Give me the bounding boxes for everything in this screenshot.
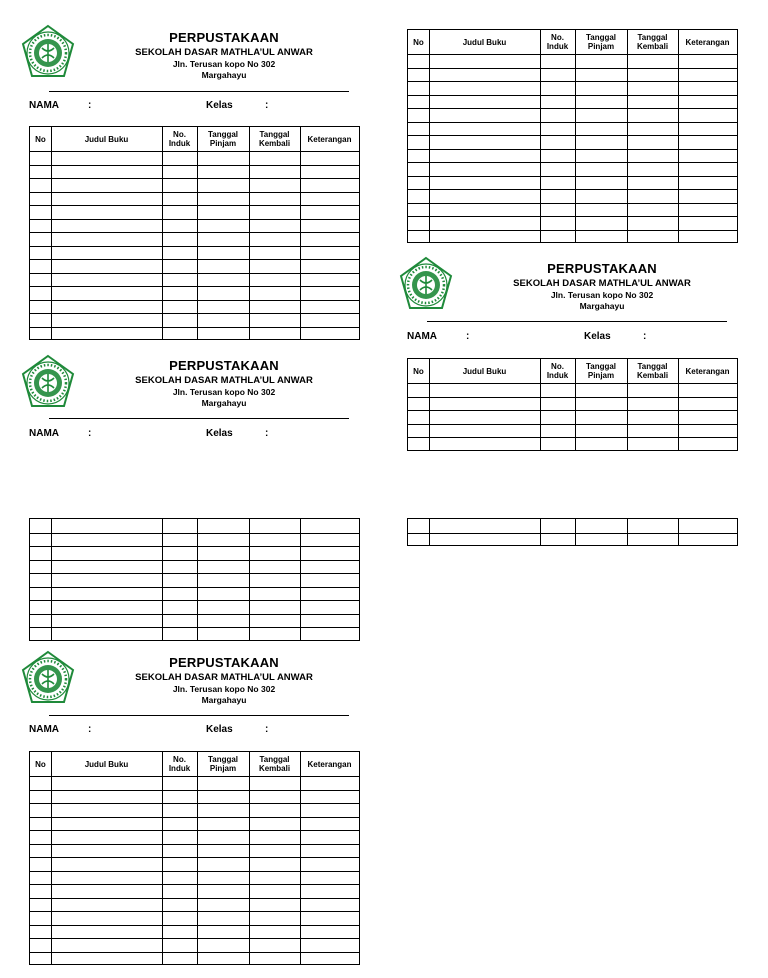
library-title: PERPUSTAKAAN xyxy=(169,655,279,670)
column-divider xyxy=(51,127,52,339)
table-row xyxy=(30,560,359,561)
table-row xyxy=(30,817,359,818)
school-name: SEKOLAH DASAR MATHLA’UL ANWAR xyxy=(135,47,313,58)
header-row-divider xyxy=(408,383,737,384)
column-divider xyxy=(575,30,576,242)
column-header: Tanggal Pinjam xyxy=(207,755,239,773)
column-divider xyxy=(678,30,679,242)
table-row xyxy=(408,162,737,163)
column-header: Judul Buku xyxy=(462,37,507,47)
library-header xyxy=(133,358,315,409)
loan-table xyxy=(29,751,360,965)
column-header: No. Induk xyxy=(168,755,191,773)
school-name: SEKOLAH DASAR MATHLA’UL ANWAR xyxy=(135,672,313,683)
school-name: SEKOLAH DASAR MATHLA’UL ANWAR xyxy=(513,278,691,289)
column-header: No xyxy=(35,759,46,769)
column-header: No. Induk xyxy=(546,33,569,51)
table-row xyxy=(30,286,359,287)
column-divider xyxy=(162,127,163,339)
column-header: Tanggal Pinjam xyxy=(207,130,239,148)
nama-label: NAMA xyxy=(29,100,59,111)
header-divider xyxy=(49,91,349,92)
column-divider xyxy=(429,30,430,242)
nama-colon: : xyxy=(88,428,92,439)
column-header: No. Induk xyxy=(168,130,191,148)
column-header: Keterangan xyxy=(307,134,352,144)
table-row xyxy=(408,437,737,438)
loan-table-continuation xyxy=(407,518,738,546)
kelas-label: Kelas xyxy=(584,331,611,342)
library-header xyxy=(133,30,315,81)
kelas-colon: : xyxy=(265,428,269,439)
table-row xyxy=(30,952,359,953)
table-row xyxy=(30,938,359,939)
table-row xyxy=(408,410,737,411)
table-row xyxy=(30,803,359,804)
column-divider xyxy=(197,752,198,964)
column-header: Judul Buku xyxy=(84,134,129,144)
table-row xyxy=(30,205,359,206)
kelas-label: Kelas xyxy=(206,428,233,439)
table-row xyxy=(408,176,737,177)
table-row xyxy=(408,533,737,534)
column-header: No xyxy=(35,134,46,144)
table-row xyxy=(30,884,359,885)
school-logo-icon xyxy=(20,24,76,80)
nama-colon: : xyxy=(88,100,92,111)
kelas-colon: : xyxy=(265,100,269,111)
table-row xyxy=(408,68,737,69)
column-divider xyxy=(51,752,52,964)
table-row xyxy=(408,230,737,231)
column-divider xyxy=(197,127,198,339)
table-row xyxy=(408,189,737,190)
table-row xyxy=(30,830,359,831)
school-address: Jln. Terusan kopo No 302 xyxy=(172,684,276,694)
kelas-label: Kelas xyxy=(206,724,233,735)
school-city: Margahayu xyxy=(201,70,247,80)
table-row xyxy=(408,424,737,425)
column-header: Keterangan xyxy=(685,366,730,376)
table-row xyxy=(30,627,359,628)
header-divider xyxy=(427,321,727,322)
column-divider xyxy=(51,519,52,640)
kelas-colon: : xyxy=(265,724,269,735)
table-row xyxy=(30,857,359,858)
school-address: Jln. Terusan kopo No 302 xyxy=(172,59,276,69)
table-row xyxy=(408,203,737,204)
school-logo-icon xyxy=(398,256,454,312)
school-address: Jln. Terusan kopo No 302 xyxy=(550,290,654,300)
column-divider xyxy=(162,519,163,640)
header-divider xyxy=(49,418,349,419)
table-row xyxy=(30,246,359,247)
kelas-label: Kelas xyxy=(206,100,233,111)
table-row xyxy=(30,844,359,845)
header-row-divider xyxy=(408,54,737,55)
column-header: No xyxy=(413,37,424,47)
column-header: Judul Buku xyxy=(84,759,129,769)
column-divider xyxy=(627,30,628,242)
table-row xyxy=(408,149,737,150)
table-row xyxy=(408,95,737,96)
table-row xyxy=(30,165,359,166)
nama-colon: : xyxy=(466,331,470,342)
library-header xyxy=(133,655,315,706)
column-header: No xyxy=(413,366,424,376)
school-city: Margahayu xyxy=(201,398,247,408)
loan-table xyxy=(407,29,738,243)
column-header: Tanggal Kembali xyxy=(258,755,291,773)
table-row xyxy=(408,216,737,217)
header-row-divider xyxy=(30,151,359,152)
column-divider xyxy=(540,30,541,242)
column-header: Tanggal Pinjam xyxy=(585,362,617,380)
column-divider xyxy=(249,519,250,640)
library-header xyxy=(511,261,693,312)
column-divider xyxy=(249,752,250,964)
school-logo-icon xyxy=(20,650,76,706)
school-logo-icon xyxy=(20,354,76,410)
column-header: Tanggal Kembali xyxy=(636,33,669,51)
table-row xyxy=(30,178,359,179)
table-row xyxy=(30,192,359,193)
library-title: PERPUSTAKAAN xyxy=(169,358,279,373)
column-divider xyxy=(162,752,163,964)
column-header: Keterangan xyxy=(307,759,352,769)
column-divider xyxy=(197,519,198,640)
library-title: PERPUSTAKAAN xyxy=(169,30,279,45)
school-city: Margahayu xyxy=(579,301,625,311)
table-row xyxy=(408,397,737,398)
table-row xyxy=(30,300,359,301)
table-row xyxy=(30,327,359,328)
school-city: Margahayu xyxy=(201,695,247,705)
table-row xyxy=(30,573,359,574)
table-row xyxy=(30,600,359,601)
table-row xyxy=(30,313,359,314)
loan-table xyxy=(29,126,360,340)
header-row-divider xyxy=(30,776,359,777)
table-row xyxy=(408,122,737,123)
table-row xyxy=(30,546,359,547)
library-title: PERPUSTAKAAN xyxy=(547,261,657,276)
column-header: Keterangan xyxy=(685,37,730,47)
table-row xyxy=(30,587,359,588)
column-divider xyxy=(300,127,301,339)
column-header: No. Induk xyxy=(546,362,569,380)
table-row xyxy=(30,911,359,912)
column-divider xyxy=(300,752,301,964)
column-divider xyxy=(249,127,250,339)
nama-label: NAMA xyxy=(407,331,437,342)
column-divider xyxy=(300,519,301,640)
nama-colon: : xyxy=(88,724,92,735)
column-header: Tanggal Kembali xyxy=(258,130,291,148)
nama-label: NAMA xyxy=(29,428,59,439)
loan-table-continuation xyxy=(29,518,360,641)
column-header: Tanggal Kembali xyxy=(636,362,669,380)
table-row xyxy=(30,533,359,534)
table-row xyxy=(30,614,359,615)
kelas-colon: : xyxy=(643,331,647,342)
table-row xyxy=(30,790,359,791)
table-row xyxy=(30,898,359,899)
school-name: SEKOLAH DASAR MATHLA’UL ANWAR xyxy=(135,375,313,386)
table-row xyxy=(408,135,737,136)
header-divider xyxy=(49,715,349,716)
column-header: Tanggal Pinjam xyxy=(585,33,617,51)
table-row xyxy=(30,273,359,274)
table-row xyxy=(408,81,737,82)
table-row xyxy=(30,219,359,220)
table-row xyxy=(408,108,737,109)
column-header: Judul Buku xyxy=(462,366,507,376)
table-row xyxy=(30,259,359,260)
nama-label: NAMA xyxy=(29,724,59,735)
loan-table xyxy=(407,358,738,451)
table-row xyxy=(30,925,359,926)
table-row xyxy=(30,232,359,233)
table-row xyxy=(30,871,359,872)
school-address: Jln. Terusan kopo No 302 xyxy=(172,387,276,397)
